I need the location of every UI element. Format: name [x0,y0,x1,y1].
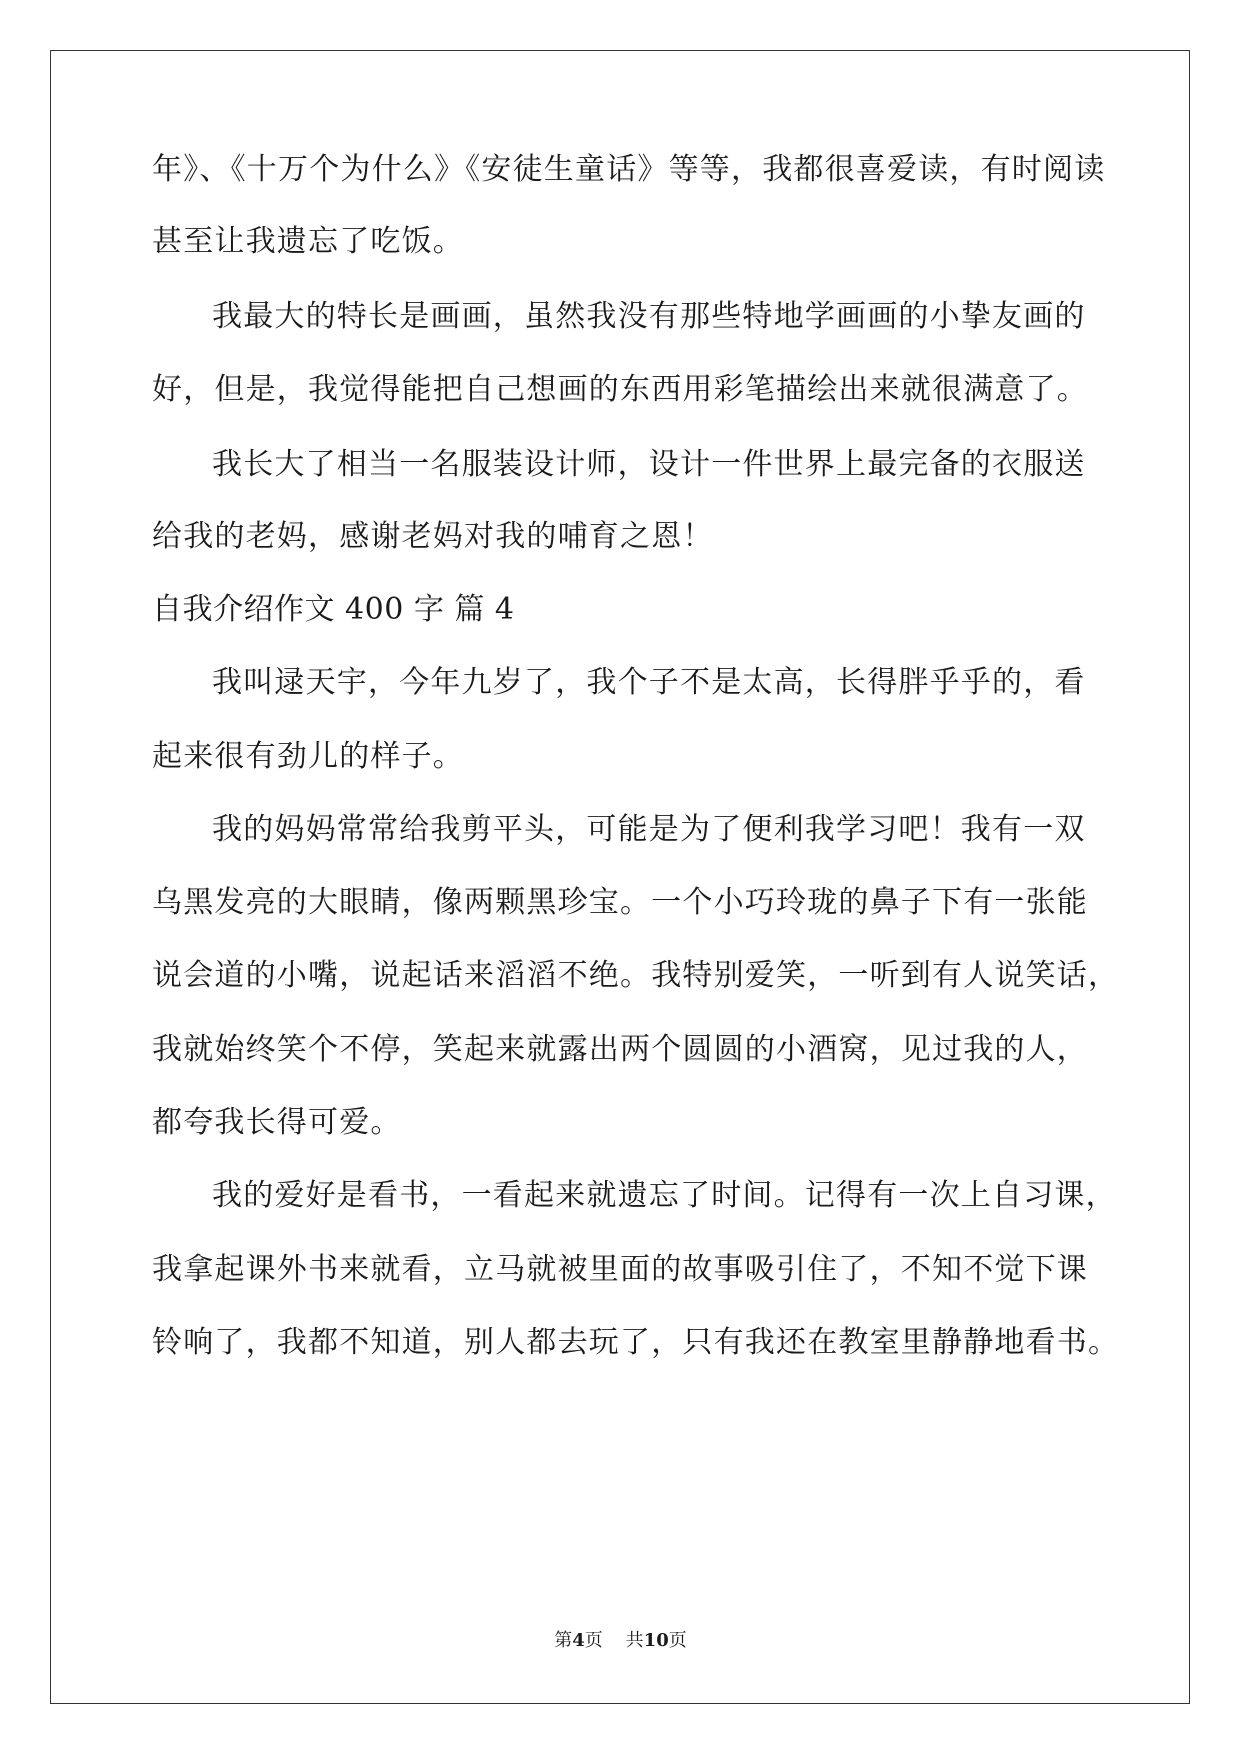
footer-total-prefix: 共 [625,1630,644,1651]
text-line: 起来很有劲儿的样子。 [152,739,464,774]
footer-page-total: 10 [643,1630,669,1651]
paragraph-first-line: 我的爱好是看书，一看起来就遗忘了时间。记得有一次上自习课， [212,1178,1117,1213]
text-line: 说会道的小嘴，说起话来滔滔不绝。我特别爱笑，一听到有人说笑话， [152,958,1120,993]
text-line: 我拿起课外书来就看，立马就被里面的故事吸引住了，不知不觉下课 [152,1252,1088,1287]
footer-total-suffix: 页 [668,1630,687,1651]
text-line: 甚至让我遗忘了吃饭。 [152,224,464,259]
paragraph-first-line: 我最大的特长是画画，虽然我没有那些特地学画画的小挚友画的 [212,299,1086,334]
text-line: 铃响了，我都不知道，别人都去玩了，只有我还在教室里静静地看书。 [152,1325,1120,1360]
paragraph-first-line: 我长大了相当一名服装设计师，设计一件世界上最完备的衣服送 [212,447,1086,482]
text-line: 年》、《十万个为什么》《安徒生童话》等等，我都很喜爱读，有时阅读 [152,152,1106,187]
footer-page-suffix: 页 [584,1630,603,1651]
text-line: 乌黑发亮的大眼睛，像两颗黑珍宝。一个小巧玲珑的鼻子下有一张能 [152,885,1088,920]
paragraph-first-line: 我叫逯天宇，今年九岁了，我个子不是太高，长得胖乎乎的，看 [212,665,1086,700]
page-footer [0,1629,1241,1653]
footer-page-current: 4 [572,1630,585,1651]
text-line: 我就始终笑个不停，笑起来就露出两个圆圆的小酒窝，见过我的人， [152,1032,1088,1067]
text-line: 都夸我长得可爱。 [152,1105,402,1140]
text-line: 给我的老妈，感谢老妈对我的哺育之恩！ [152,519,714,554]
text-line: 好，但是，我觉得能把自己想画的东西用彩笔描绘出来就很满意了。 [152,372,1088,407]
footer-page-prefix: 第 [554,1630,573,1651]
paragraph-first-line: 我的妈妈常常给我剪平头，可能是为了便利我学习吧！我有一双 [212,812,1086,847]
section-heading: 自我介绍作文 400 字 篇 4 [152,592,515,627]
